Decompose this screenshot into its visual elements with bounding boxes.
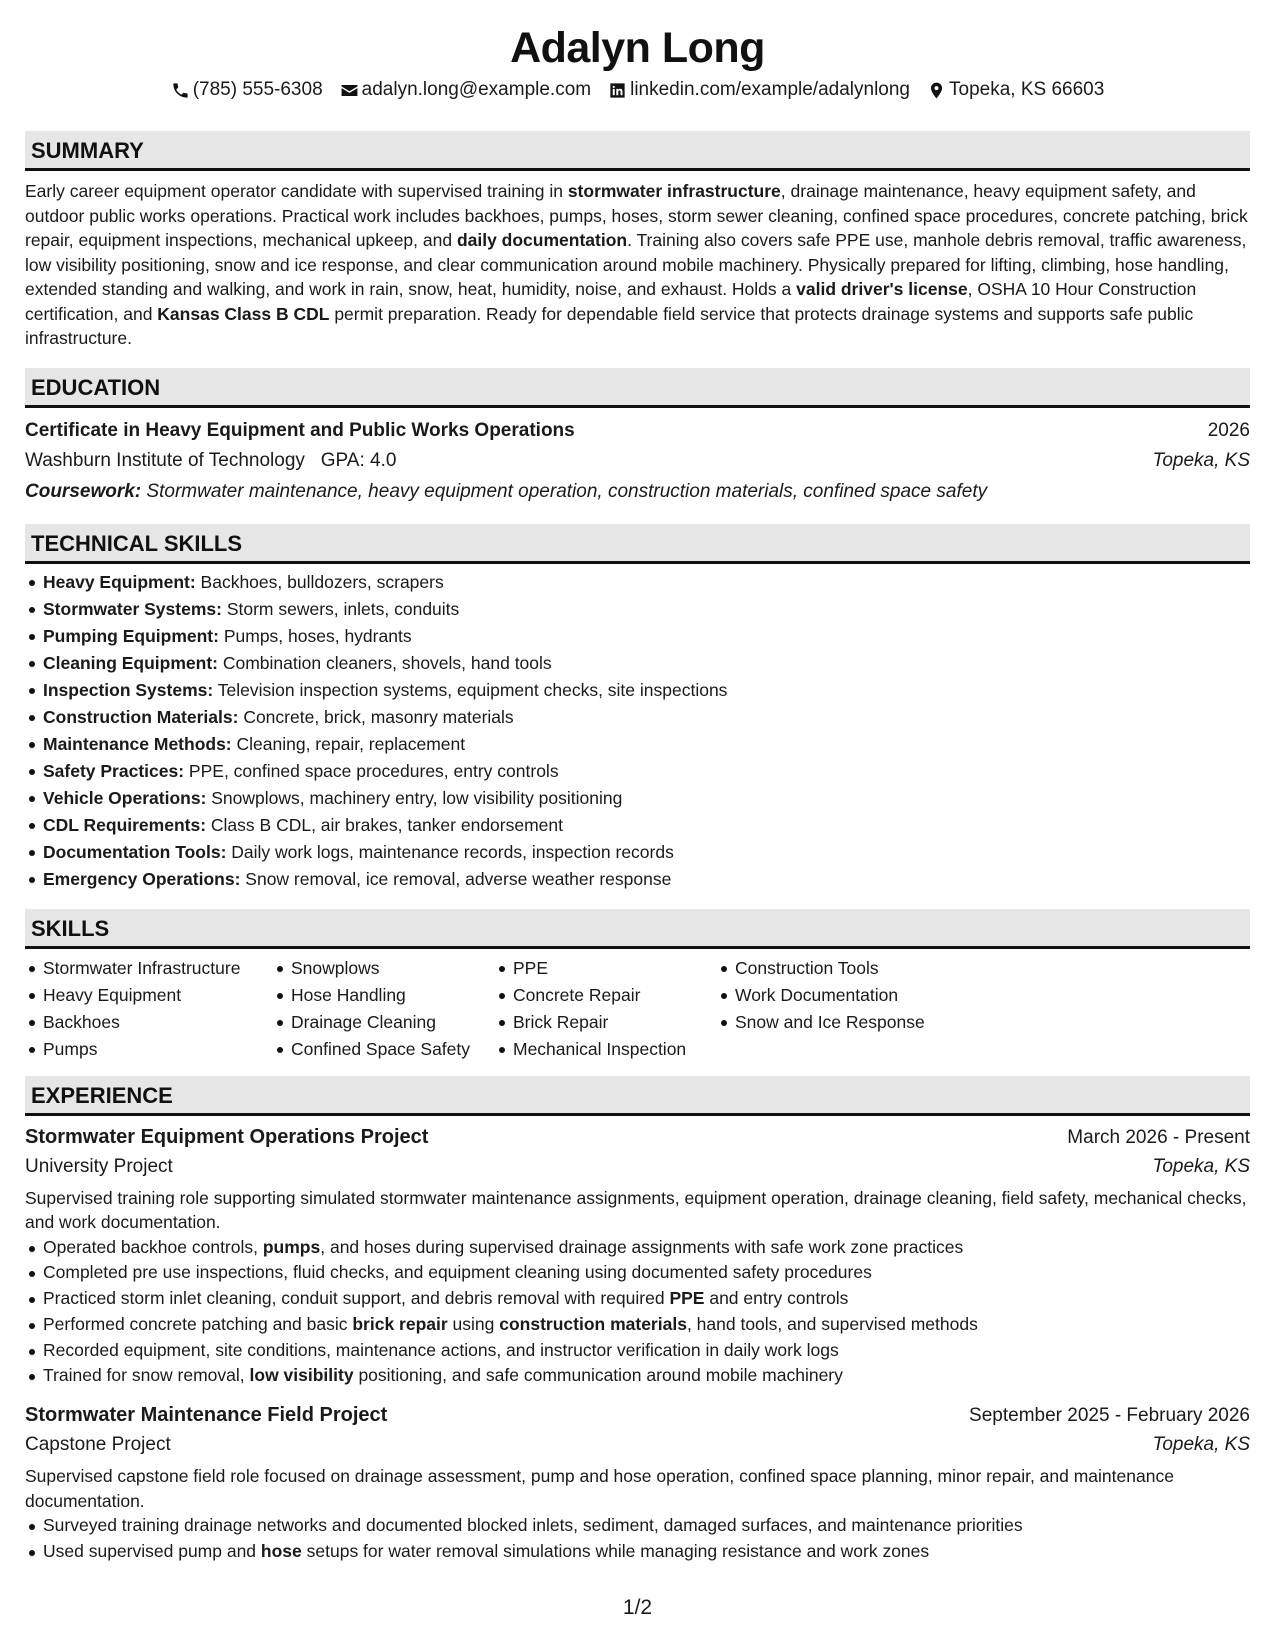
- school-location: Topeka, KS: [1152, 449, 1250, 471]
- education-school-row: [25, 446, 1250, 476]
- location-text: Topeka, KS 66603: [949, 79, 1105, 100]
- skill-item: Snow and Ice Response: [717, 1009, 967, 1036]
- bullet-text: Practiced storm inlet cleaning, conduit support, and debris removal with required: [43, 1288, 670, 1309]
- technical-skill-label: Heavy Equipment:: [43, 571, 196, 592]
- bullet-text: , and hoses during supervised drainage assignments with safe work zone practices: [320, 1236, 964, 1257]
- coursework-text: Stormwater maintenance, heavy equipment operation, construction materials, confined space safety: [141, 480, 988, 502]
- bullet-text: Surveyed training drainage networks and documented blocked inlets, sediment, damaged surfaces, and maintenance priorities: [43, 1515, 1023, 1536]
- contact-email[interactable]: [340, 78, 591, 102]
- contact-linkedin[interactable]: [608, 78, 910, 102]
- technical-skill-label: Pumping Equipment:: [43, 625, 219, 646]
- education-section: [25, 368, 1250, 508]
- technical-skill-text: Combination cleaners, shovels, hand tools: [218, 652, 552, 673]
- job-dates: March 2026 - Present: [1067, 1126, 1250, 1148]
- degree-year: 2026: [1207, 419, 1250, 441]
- bullet-bold-text: low visibility: [249, 1365, 354, 1386]
- job-description: Supervised capstone field role focused on drainage assessment, pump and hose operation, confined space planning, minor repair, and maintenance documentation.: [25, 1466, 1174, 1511]
- job-description: Supervised training role supporting simulated stormwater maintenance assignments, equipment operation, drainage cleaning, field safety, mechanical checks, and work documentation.: [25, 1187, 1247, 1232]
- job-bullet: [25, 1286, 1250, 1312]
- bullet-text: Completed pre use inspections, fluid checks, and equipment cleaning using documented safety procedures: [43, 1262, 872, 1283]
- candidate-name: Adalyn Long: [510, 24, 765, 72]
- envelope-icon: [340, 81, 359, 100]
- skill-item: Hose Handling: [273, 982, 475, 1009]
- technical-skills-section: [25, 524, 1250, 893]
- job-bullet: [25, 1338, 1250, 1364]
- bullet-text: , hand tools, and supervised methods: [686, 1313, 978, 1334]
- technical-skill-item: [25, 785, 1250, 812]
- linkedin-text[interactable]: linkedin.com/example/adalynlong: [630, 79, 910, 100]
- skills-column: [25, 955, 253, 1063]
- technical-skill-item: [25, 623, 1250, 650]
- technical-skill-item: [25, 839, 1250, 866]
- job-title-row: [25, 1401, 1250, 1430]
- technical-skill-label: Construction Materials:: [43, 706, 239, 727]
- technical-skill-text: PPE, confined space procedures, entry controls: [184, 760, 559, 781]
- job-title: Stormwater Maintenance Field Project: [25, 1404, 388, 1427]
- bullet-text: using: [447, 1313, 500, 1334]
- technical-skill-text: Snow removal, ice removal, adverse weather response: [240, 868, 672, 889]
- skill-item: Mechanical Inspection: [495, 1036, 697, 1063]
- bullet-text: positioning, and safe communication around mobile machinery: [353, 1365, 843, 1386]
- technical-skill-label: Safety Practices:: [43, 760, 185, 781]
- experience-list: [25, 1123, 1250, 1565]
- school-name: Washburn Institute of Technology: [25, 449, 305, 471]
- job-location: Topeka, KS: [1152, 1434, 1250, 1456]
- resume-page: [25, 22, 1250, 1565]
- job-bullets: [25, 1513, 1250, 1565]
- bullet-text: Performed concrete patching and basic: [43, 1313, 353, 1334]
- job-org-row: [25, 1152, 1250, 1182]
- skills-grid: [25, 955, 1250, 1063]
- contact-location: [927, 78, 1104, 102]
- experience-heading: EXPERIENCE: [25, 1076, 1250, 1116]
- bullet-text: Operated backhoe controls,: [43, 1236, 263, 1257]
- skills-heading: SKILLS: [25, 909, 1250, 949]
- job-entry: [25, 1401, 1250, 1565]
- technical-skill-text: Snowplows, machinery entry, low visibility positioning: [206, 787, 623, 808]
- school-line: [25, 446, 396, 476]
- technical-skill-text: Cleaning, repair, replacement: [231, 733, 466, 754]
- job-bullet: [25, 1260, 1250, 1286]
- bullet-bold-text: pumps: [262, 1236, 321, 1257]
- skill-item: PPE: [495, 955, 697, 982]
- job-organization: University Project: [25, 1155, 173, 1177]
- technical-skill-label: Documentation Tools:: [43, 841, 227, 862]
- technical-skill-item: [25, 677, 1250, 704]
- map-pin-icon: [927, 81, 946, 100]
- skill-item: Heavy Equipment: [25, 982, 253, 1009]
- skill-item: Stormwater Infrastructure: [25, 955, 253, 982]
- degree-title: Certificate in Heavy Equipment and Public Works Operations: [25, 419, 575, 441]
- technical-skill-label: Cleaning Equipment:: [43, 652, 218, 673]
- technical-skills-heading: TECHNICAL SKILLS: [25, 524, 1250, 564]
- job-location: Topeka, KS: [1152, 1155, 1250, 1177]
- job-organization: Capstone Project: [25, 1434, 171, 1456]
- bullet-text: Recorded equipment, site conditions, maintenance actions, and instructor verification in daily work logs: [43, 1339, 839, 1360]
- bullet-text: setups for water removal simulations while managing resistance and work zones: [301, 1541, 930, 1562]
- bullet-bold-text: construction materials: [499, 1313, 687, 1334]
- job-org-row: [25, 1430, 1250, 1460]
- skill-item: Pumps: [25, 1036, 253, 1063]
- technical-skills-list: [25, 569, 1250, 893]
- job-entry: [25, 1123, 1250, 1390]
- skills-section: [25, 909, 1250, 1063]
- job-bullets: [25, 1235, 1250, 1390]
- technical-skill-item: [25, 866, 1250, 893]
- linkedin-icon: [608, 81, 627, 100]
- skill-item: Backhoes: [25, 1009, 253, 1036]
- summary-heading: SUMMARY: [25, 131, 1250, 171]
- technical-skill-label: CDL Requirements:: [43, 814, 207, 835]
- skill-item: Brick Repair: [495, 1009, 697, 1036]
- technical-skill-text: Daily work logs, maintenance records, inspection records: [226, 841, 674, 862]
- job-bullet: [25, 1513, 1250, 1539]
- bullet-text: and entry controls: [704, 1288, 849, 1309]
- technical-skill-item: [25, 650, 1250, 677]
- skill-item: Concrete Repair: [495, 982, 697, 1009]
- skill-item: Snowplows: [273, 955, 475, 982]
- technical-skill-label: Inspection Systems:: [43, 679, 214, 700]
- technical-skill-label: Emergency Operations:: [43, 868, 241, 889]
- skill-item: Drainage Cleaning: [273, 1009, 475, 1036]
- skills-column: [717, 955, 967, 1063]
- gpa: GPA: 4.0: [320, 449, 397, 471]
- technical-skill-item: [25, 704, 1250, 731]
- bullet-bold-text: brick repair: [352, 1313, 448, 1334]
- coursework-label: Coursework:: [25, 480, 142, 502]
- technical-skill-item: [25, 758, 1250, 785]
- job-bullet: [25, 1363, 1250, 1389]
- technical-skill-text: Backhoes, bulldozers, scrapers: [195, 571, 444, 592]
- technical-skill-text: Television inspection systems, equipment checks, site inspections: [213, 679, 728, 700]
- technical-skill-item: [25, 569, 1250, 596]
- skill-item: Confined Space Safety: [273, 1036, 475, 1063]
- skills-column: [273, 955, 475, 1063]
- job-bullet: [25, 1539, 1250, 1565]
- summary-section: [25, 131, 1250, 351]
- technical-skill-text: Class B CDL, air brakes, tanker endorsement: [206, 814, 564, 835]
- skill-item: Work Documentation: [717, 982, 967, 1009]
- job-bullet: [25, 1235, 1250, 1261]
- coursework: [25, 476, 1250, 508]
- bullet-bold-text: hose: [260, 1541, 302, 1562]
- skills-column: [495, 955, 697, 1063]
- job-bullet: [25, 1312, 1250, 1338]
- job-title-row: [25, 1123, 1250, 1152]
- technical-skill-text: Concrete, brick, masonry materials: [238, 706, 514, 727]
- bullet-text: Used supervised pump and: [43, 1541, 261, 1562]
- phone-icon: [171, 81, 190, 100]
- technical-skill-label: Vehicle Operations:: [43, 787, 207, 808]
- job-dates: September 2025 - February 2026: [969, 1405, 1250, 1427]
- page-number: 1/2: [622, 1596, 653, 1619]
- job-title: Stormwater Equipment Operations Project: [25, 1125, 429, 1148]
- education-heading: EDUCATION: [25, 368, 1250, 408]
- summary-text: Early career equipment operator candidate with supervised training in stormwater infrastructure, drainage maintenance, heavy equipment safety, and outdoor public works operations. Practical work includes backhoes, pumps, hoses, storm sewer cleaning, confined space procedures, concrete patching, brick repair, equipment inspections, mechanical upkeep, and daily documentation. Training also covers safe PPE use, manhole debris removal, traffic awareness, low visibility positioning, snow and ice response, and clear communication around mobile machinery. Physically prepared for lifting, climbing, hose handling, extended standing and walking, and work in rain, snow, heat, humidity, noise, and exhaust. Holds a valid driver's license, OSHA 10 Hour Construction certification, and Kansas Class B CDL permit preparation. Ready for dependable field service that protects drainage systems and supports safe public infrastructure.: [25, 181, 1248, 348]
- bullet-bold-text: PPE: [669, 1288, 705, 1309]
- technical-skill-item: [25, 596, 1250, 623]
- technical-skill-label: Maintenance Methods:: [43, 733, 232, 754]
- phone-text: (785) 555-6308: [192, 79, 323, 100]
- education-title-row: [25, 416, 1250, 446]
- contact-bar: [25, 78, 1250, 102]
- technical-skill-item: [25, 812, 1250, 839]
- technical-skill-text: Pumps, hoses, hydrants: [218, 625, 412, 646]
- technical-skill-text: Storm sewers, inlets, conduits: [221, 598, 460, 619]
- bullet-text: Trained for snow removal,: [43, 1365, 250, 1386]
- technical-skill-item: [25, 731, 1250, 758]
- contact-phone: [171, 78, 323, 102]
- email-text[interactable]: adalyn.long@example.com: [361, 79, 592, 100]
- technical-skill-label: Stormwater Systems:: [43, 598, 222, 619]
- experience-section: [25, 1076, 1250, 1565]
- skill-item: Construction Tools: [717, 955, 967, 982]
